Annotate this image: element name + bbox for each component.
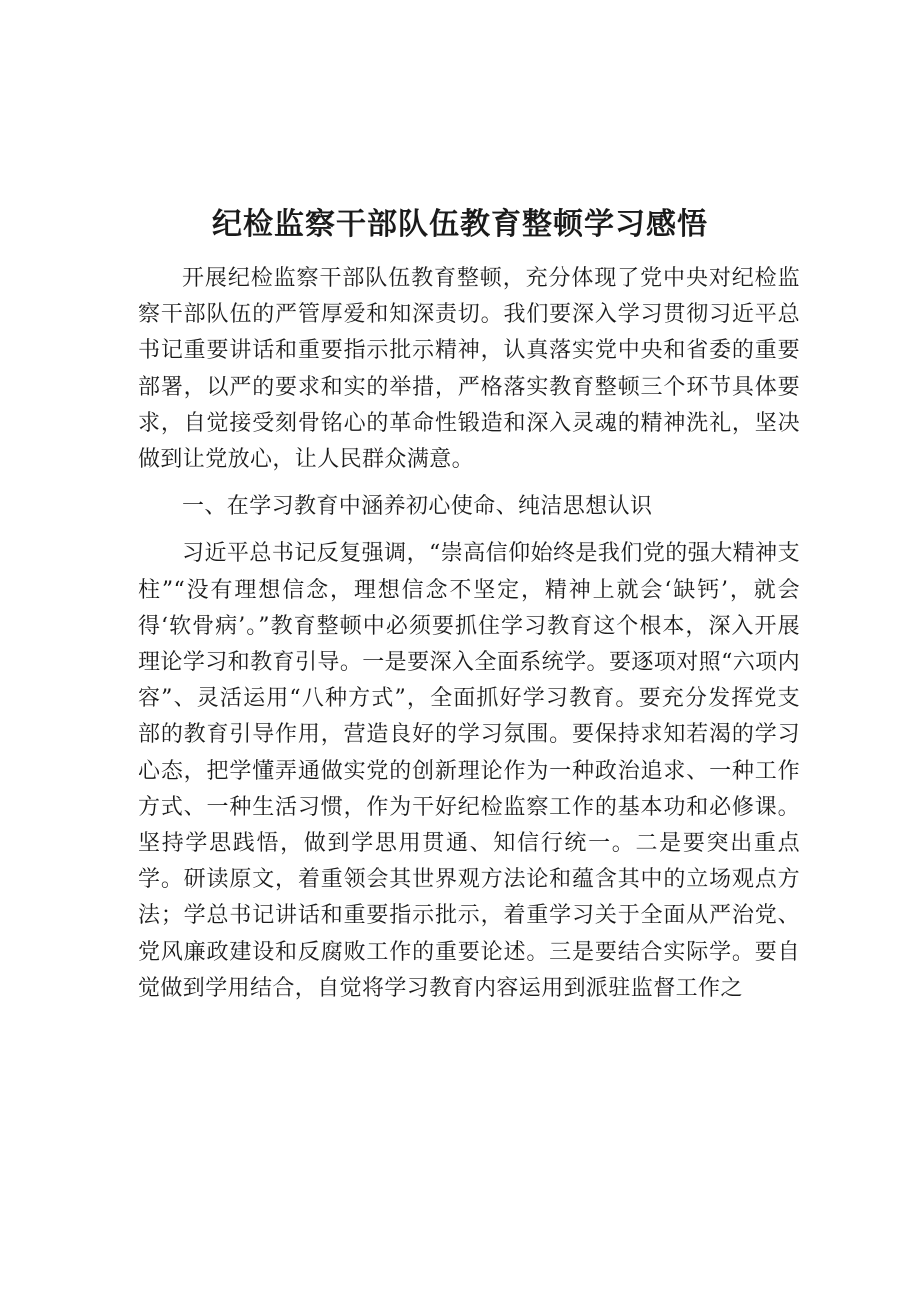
section-paragraph: 习近平总书记反复强调，“崇高信仰始终是我们党的强大精神支柱”“没有理想信念，理想信念不坚定，精神上就会‘缺钙’，就会得‘软骨病’。”教育整顿中必须要抓住学习教育这个根本，深入开展理论学习和教育引导。一是要深入全面系统学。要逐项对照“六项内容”、灵活运用“八种方式”，全面抓好学习教育。要充分发挥党支部的教育引导作用，营造良好的学习氛围。要保持求知若渴的学习心态，把学懂弄通做实党的创新理论作为一种政治追求、一种工作方式、一种生活习惯，作为干好纪检监察工作的基本功和必修课。坚持学思践悟，做到学思用贯通、知信行统一。二是要突出重点学。研读原文，着重领会其世界观方法论和蕴含其中的立场观点方法；学总书记讲话和重要指示批示，着重学习关于全面从严治党、党风廉政建设和反腐败工作的重要论述。三是要结合实际学。要自觉做到学用结合，自觉将学习教育内容运用到派驻监督工作之 (138, 541, 800, 1001)
document-title: 纪检监察干部队伍教育整顿学习感悟 (212, 207, 708, 242)
document-body (138, 261, 800, 1007)
section-heading: 一、在学习教育中涵养初心使命、纯洁思想认识 (182, 494, 653, 520)
intro-paragraph: 开展纪检监察干部队伍教育整顿，充分体现了党中央对纪检监察干部队伍的严管厚爱和知深责切。我们要深入学习贯彻习近平总书记重要讲话和重要指示批示精神，认真落实党中央和省委的重要部署，以严的要求和实的举措，严格落实教育整顿三个环节具体要求，自觉接受刻骨铭心的革命性锻造和深入灵魂的精神洗礼，坚决做到让党放心，让人民群众满意。 (138, 266, 800, 473)
